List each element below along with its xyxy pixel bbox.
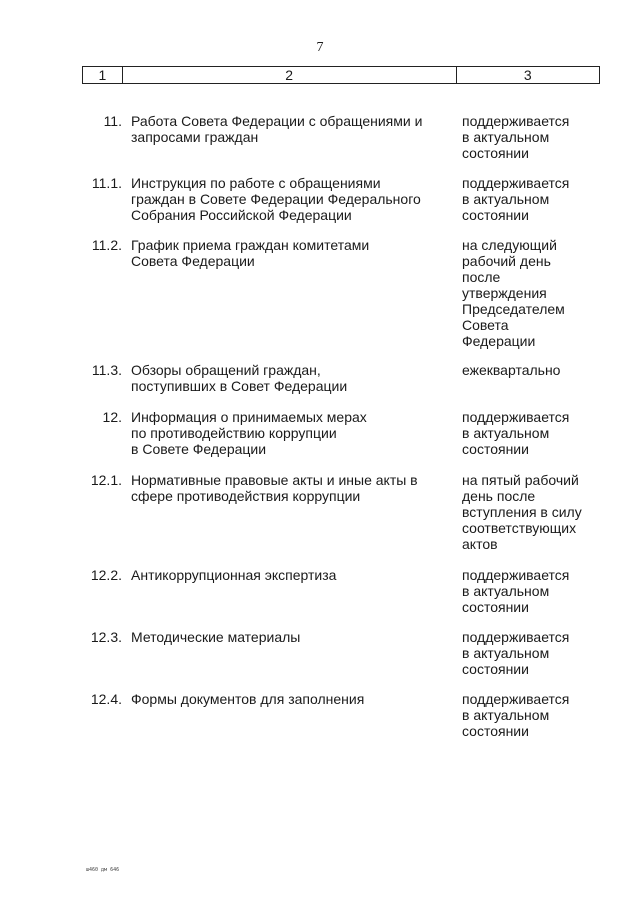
term-line: состоянии bbox=[462, 441, 529, 457]
term-line: рабочий день bbox=[462, 253, 551, 269]
term-line: Федерации bbox=[462, 333, 536, 349]
description-line: в Совете Федерации bbox=[131, 441, 267, 457]
description-line: Антикоррупционная экспертиза bbox=[131, 567, 337, 583]
page-number: 7 bbox=[316, 40, 324, 55]
item-number: 11.3. bbox=[91, 362, 122, 378]
description-line: граждан в Совете Федерации Федерального bbox=[131, 191, 421, 207]
item-update-term bbox=[462, 362, 602, 378]
term-line: соответствующих bbox=[462, 520, 577, 536]
term-line: состоянии bbox=[462, 145, 529, 161]
item-update-term bbox=[462, 629, 602, 677]
term-line: на следующий bbox=[462, 237, 557, 253]
item-number: 11.2. bbox=[91, 237, 122, 253]
description-line: Нормативные правовые акты и иные акты в bbox=[131, 472, 418, 488]
term-line: после bbox=[462, 269, 501, 285]
item-description bbox=[131, 567, 451, 583]
item-update-term bbox=[462, 113, 602, 161]
footer-code: ш460 дм 646 bbox=[86, 867, 120, 873]
term-line: поддерживается bbox=[462, 113, 570, 129]
term-line: состоянии bbox=[462, 599, 529, 615]
item-update-term bbox=[462, 691, 602, 739]
term-line: вступления в силу bbox=[462, 504, 582, 520]
item-description bbox=[131, 237, 451, 269]
description-line: по противодействию коррупции bbox=[131, 425, 337, 441]
item-update-term bbox=[462, 237, 602, 349]
description-line: Работа Совета Федерации с обращениями и bbox=[131, 113, 423, 129]
term-line: поддерживается bbox=[462, 175, 570, 191]
item-number: 12.2. bbox=[90, 567, 122, 583]
item-number: 12.4. bbox=[90, 691, 122, 707]
column-header-3: 3 bbox=[523, 67, 532, 83]
term-line: поддерживается bbox=[462, 567, 570, 583]
description-line: Собрания Российской Федерации bbox=[131, 207, 352, 223]
item-number: 11. bbox=[103, 113, 122, 129]
description-line: Инструкция по работе с обращениями bbox=[131, 175, 381, 191]
item-description bbox=[131, 472, 451, 504]
item-description bbox=[131, 409, 451, 457]
item-description bbox=[131, 362, 451, 394]
description-line: сфере противодействия коррупции bbox=[131, 488, 361, 504]
term-line: в актуальном bbox=[462, 129, 550, 145]
item-update-term bbox=[462, 567, 602, 615]
item-number: 12.1. bbox=[90, 472, 122, 488]
term-line: состоянии bbox=[462, 207, 529, 223]
term-line: поддерживается bbox=[462, 629, 570, 645]
item-number: 11.1. bbox=[91, 175, 122, 191]
item-description bbox=[131, 629, 451, 645]
description-line: запросами граждан bbox=[131, 129, 259, 145]
item-number: 12.3. bbox=[90, 629, 122, 645]
term-line: утверждения bbox=[462, 285, 547, 301]
term-line: в актуальном bbox=[462, 583, 550, 599]
term-line: в актуальном bbox=[462, 425, 550, 441]
term-line: поддерживается bbox=[462, 409, 570, 425]
item-description bbox=[131, 175, 451, 223]
term-line: Совета bbox=[462, 317, 509, 333]
description-line: Обзоры обращений граждан, bbox=[131, 362, 321, 378]
column-header-2: 2 bbox=[123, 67, 457, 83]
description-line: Совета Федерации bbox=[131, 253, 255, 269]
column-header-table bbox=[82, 66, 600, 84]
description-line: поступивших в Совет Федерации bbox=[131, 378, 348, 394]
item-update-term bbox=[462, 472, 602, 552]
description-line: Информация о принимаемых мерах bbox=[131, 409, 367, 425]
term-line: ежеквартально bbox=[462, 362, 561, 378]
term-line: состоянии bbox=[462, 723, 529, 739]
term-line: Председателем bbox=[462, 301, 565, 317]
term-line: в актуальном bbox=[462, 707, 550, 723]
term-line: на пятый рабочий bbox=[462, 472, 579, 488]
description-line: Методические материалы bbox=[131, 629, 301, 645]
item-update-term bbox=[462, 175, 602, 223]
column-header-1: 1 bbox=[83, 67, 123, 83]
term-line: в актуальном bbox=[462, 645, 550, 661]
item-number: 12. bbox=[102, 409, 122, 425]
term-line: состоянии bbox=[462, 661, 529, 677]
description-line: График приема граждан комитетами bbox=[131, 237, 370, 253]
description-line: Формы документов для заполнения bbox=[131, 691, 365, 707]
item-description bbox=[131, 691, 451, 707]
item-description bbox=[131, 113, 451, 145]
term-line: актов bbox=[462, 536, 498, 552]
term-line: поддерживается bbox=[462, 691, 570, 707]
item-update-term bbox=[462, 409, 602, 457]
term-line: в актуальном bbox=[462, 191, 550, 207]
term-line: день после bbox=[462, 488, 536, 504]
